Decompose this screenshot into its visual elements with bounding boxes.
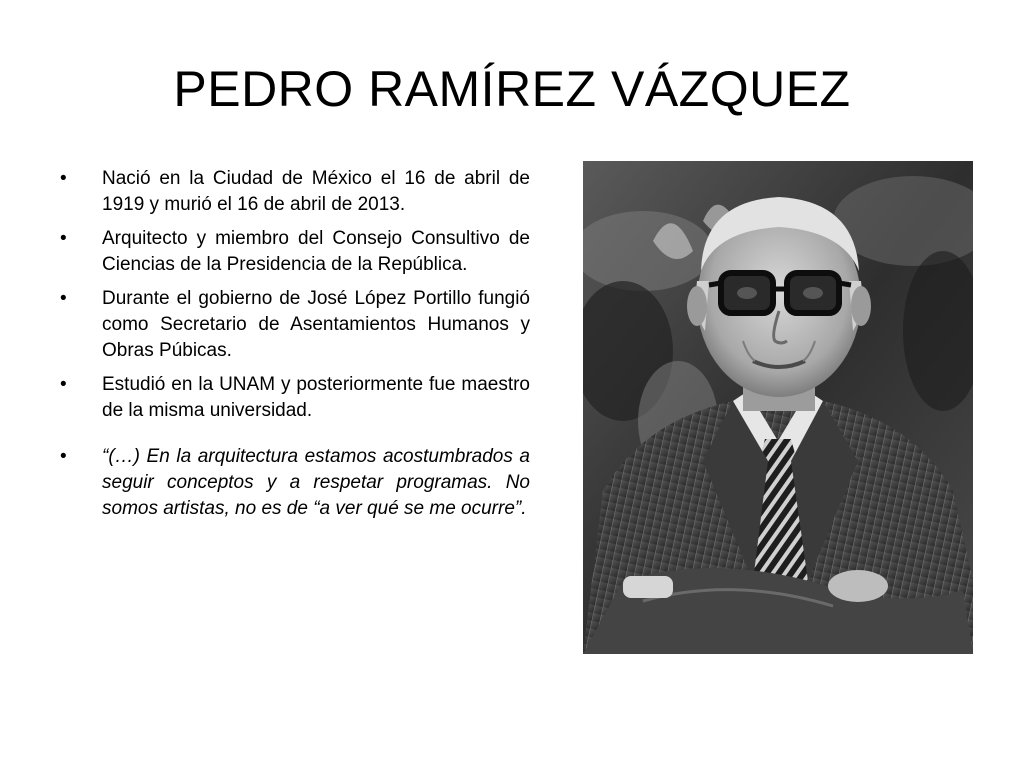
bullet-icon: • — [60, 168, 67, 189]
bullet-text: Nació en la Ciudad de México el 16 de abril de 1919 y murió el 16 de abril de 2013. — [102, 168, 530, 215]
portrait-photo — [583, 161, 973, 654]
slide-title: PEDRO RAMÍREZ VÁZQUEZ — [173, 61, 851, 117]
portrait-illustration — [583, 161, 973, 654]
bullet-text: Durante el gobierno de José López Portillo fungió como Secretario de Asentamientos Humanos y Obras Púbicas. — [102, 288, 530, 361]
bullet-birth-death — [60, 166, 530, 218]
bullet-icon: • — [60, 288, 67, 309]
bullet-quote — [60, 444, 530, 522]
bullet-government — [60, 286, 530, 364]
bullet-icon: • — [60, 228, 67, 249]
bullet-education — [60, 372, 530, 424]
bullet-text: Estudió en la UNAM y posteriormente fue maestro de la misma universidad. — [102, 374, 530, 421]
bullet-text: Arquitecto y miembro del Consejo Consultivo de Ciencias de la Presidencia de la República. — [102, 228, 530, 275]
bullet-icon: • — [60, 446, 67, 467]
bullet-icon: • — [60, 374, 67, 395]
bullet-text: “(…) En la arquitectura estamos acostumbrados a seguir conceptos y a respetar programas. No somos artistas, no es de “a ver qué se me ocurre”. — [102, 446, 530, 519]
bullet-profession — [60, 226, 530, 278]
bullet-list — [60, 166, 530, 530]
